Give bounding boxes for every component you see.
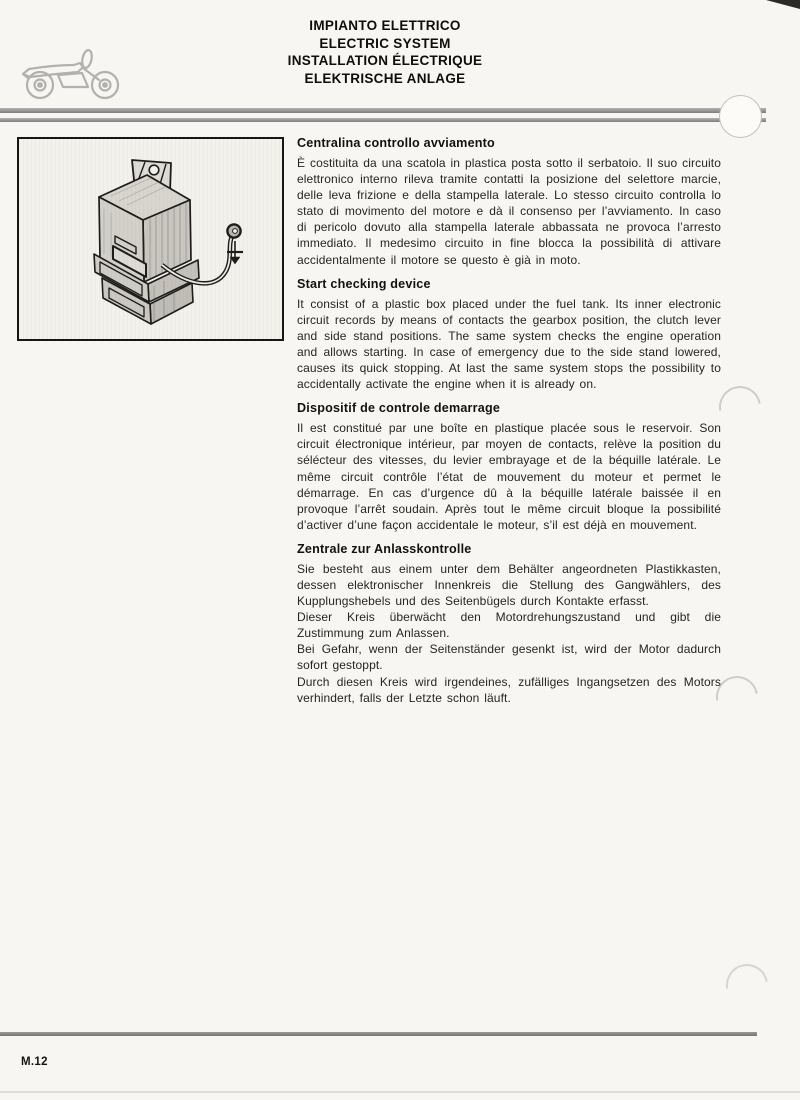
section-body-german-p1: Sie besteht aus einem unter dem Behälter angeordneten Plastikkasten, dessen elektronischer Innenkreis die Stellung des Gangwählers, des Kupplungshebels und des Seitenbügels durch Kontakte erfasst.	[297, 561, 721, 609]
section-heading-italian: Centralina controllo avviamento	[297, 136, 495, 150]
footer-rule	[0, 1032, 757, 1036]
page-number: M.12	[21, 1056, 48, 1068]
page-title-line-german: ELEKTRISCHE ANLAGE	[304, 70, 466, 86]
section-french	[297, 401, 721, 533]
page-title-line-italian: IMPIANTO ELETTRICO	[309, 18, 461, 33]
section-english	[297, 277, 721, 393]
page-title-line-french: INSTALLATION ÉLECTRIQUE	[287, 53, 483, 68]
header-rule-bottom	[0, 118, 766, 123]
control-box-illustration	[19, 139, 281, 338]
header-rule-top	[0, 108, 766, 113]
figure-frame	[17, 137, 284, 341]
section-heading-german: Zentrale zur Anlasskontrolle	[297, 541, 472, 556]
section-body-french: Il est constitué par une boîte en plastique placée sous le reservoir. Son circuit électronique intérieur, par moyen de contacts, relève la position du sélécteur des vitesses, du levier embrayage et de la béquille latérale. Le même circuit contrôle l’état de mouvement du moteur et permet le démarrage. En cas d’urgence dû à la béquille latérale baissée il en provoque l’arrêt soudain. Après tout le même circuit bloque la possibilité d’activer d’une façon accidentale le moteur, s’il est déjà en mouvement.	[297, 421, 721, 532]
section-german	[297, 542, 721, 706]
section-body-german-p4: Durch diesen Kreis wird irgendeines, zufälliges Ingangsetzen des Motors verhindert, falls der Letzte schon läuft.	[297, 674, 721, 705]
section-body-german-p2: Dieser Kreis überwächt den Motordrehungszustand und gibt die Zustimmung zum Anlassen.	[297, 610, 721, 641]
paper-edge-shadow	[0, 1091, 800, 1093]
binder-hole	[719, 95, 762, 138]
motorcycle-icon	[14, 40, 130, 100]
section-body-english: It consist of a plastic box placed under the fuel tank. Its inner electronic circuit records by means of contacts the gearbox position, the clutch lever and side stand positions. The same system checks the engine operation and allows starting. In case of emergency due to the side stand lowered, causes its quick stopping. At last the same system stops the possibility to accidentally activate the engine when it is already on.	[297, 296, 721, 392]
page-title	[185, 17, 585, 87]
section-heading-english: Start checking device	[297, 276, 431, 291]
page-title-line-english: ELECTRIC SYSTEM	[319, 35, 451, 51]
section-body-german-p3: Bei Gefahr, wenn der Seitenständer gesenkt ist, wird der Motor dadurch sofort gestoppt.	[297, 642, 721, 673]
section-italian	[297, 136, 721, 268]
binder-ring-mark	[718, 956, 776, 1014]
section-body-italian: È costituita da una scatola in plastica posta sotto il serbatoio. Il suo circuito elettronico interno rileva tramite contatti la posizione del selettore marcie, delle leva frizione e della stampella laterale. Lo stesso circuito controlla lo stato di movimento del motore e dà il consenso per l’avviamento. In caso di pericolo dovuto alla stampella laterale abbassata ne provoca l’arresto immediato. Il medesimo circuito in fine blocca la possibilità di attivare accidentalmente il motore se questo è già in moto.	[297, 156, 721, 267]
text-column	[297, 136, 721, 715]
scan-corner-artifact	[766, 0, 800, 9]
section-heading-french: Dispositif de controle demarrage	[297, 401, 501, 416]
